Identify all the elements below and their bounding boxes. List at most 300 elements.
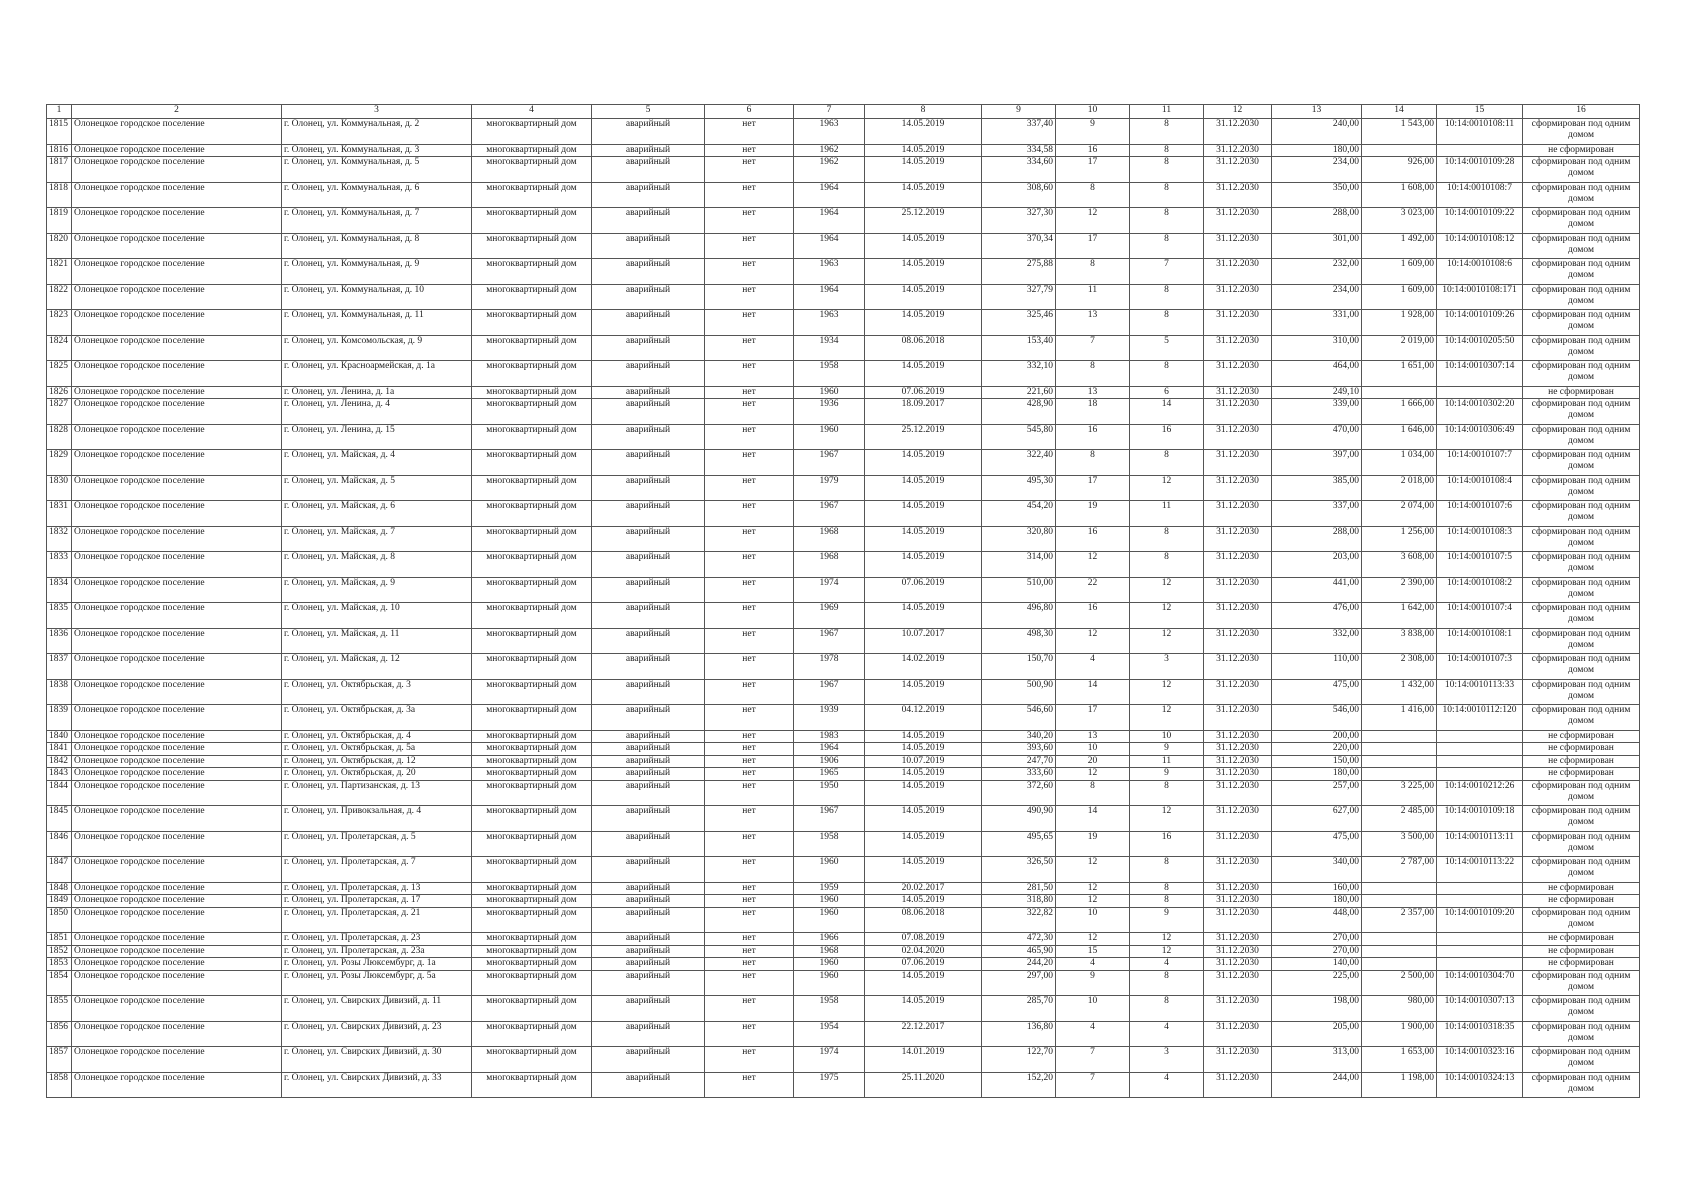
deadline-cell: 31.12.2030 <box>1204 526 1272 552</box>
table-row <box>47 208 1640 234</box>
land-area-cell: 225,00 <box>1272 970 1362 996</box>
table-row <box>47 907 1640 933</box>
settlement-cell: Олонецкое городское поселение <box>72 475 282 501</box>
table-row <box>47 526 1640 552</box>
land-status-cell: сформирован под одним домом <box>1523 552 1640 578</box>
area-cell: 465,90 <box>982 945 1056 958</box>
year-built-cell: 1958 <box>794 361 865 387</box>
settlement-cell: Олонецкое городское поселение <box>72 996 282 1022</box>
recognition-date-cell: 14.05.2019 <box>865 284 982 310</box>
recognition-date-cell: 07.08.2019 <box>865 933 982 946</box>
row-number-cell: 1833 <box>47 552 72 578</box>
area-cell: 308,60 <box>982 182 1056 208</box>
address-cell: г. Олонец, ул. Майская, д. 10 <box>282 603 472 629</box>
land-area-cell: 110,00 <box>1272 654 1362 680</box>
area-cell: 545,80 <box>982 424 1056 450</box>
condition-cell: аварийный <box>592 1072 705 1098</box>
row-number-cell: 1830 <box>47 475 72 501</box>
apartments-cell: 14 <box>1130 399 1204 425</box>
area-cell: 333,60 <box>982 768 1056 781</box>
residents-cell: 16 <box>1056 424 1130 450</box>
residents-cell: 20 <box>1056 755 1130 768</box>
residents-cell: 8 <box>1056 259 1130 285</box>
address-cell: г. Олонец, ул. Пролетарская, д. 7 <box>282 857 472 883</box>
deadline-cell: 31.12.2030 <box>1204 895 1272 908</box>
residents-cell: 4 <box>1056 654 1130 680</box>
row-number-cell: 1828 <box>47 424 72 450</box>
condition-cell: аварийный <box>592 705 705 731</box>
residents-cell: 19 <box>1056 501 1130 527</box>
table-row <box>47 424 1640 450</box>
flag-cell: нет <box>705 1072 794 1098</box>
house-type-cell: многоквартирный дом <box>472 284 592 310</box>
year-built-cell: 1960 <box>794 424 865 450</box>
year-built-cell: 1960 <box>794 907 865 933</box>
house-type-cell: многоквартирный дом <box>472 882 592 895</box>
house-type-cell: многоквартирный дом <box>472 743 592 756</box>
land-area-cell: 203,00 <box>1272 552 1362 578</box>
year-built-cell: 1964 <box>794 182 865 208</box>
settlement-cell: Олонецкое городское поселение <box>72 233 282 259</box>
recognition-date-cell: 14.05.2019 <box>865 679 982 705</box>
apartments-cell: 8 <box>1130 233 1204 259</box>
land-area-cell: 310,00 <box>1272 335 1362 361</box>
flag-cell: нет <box>705 157 794 183</box>
table-row <box>47 628 1640 654</box>
table-row <box>47 475 1640 501</box>
area-cell: 314,00 <box>982 552 1056 578</box>
land-status-cell: сформирован под одним домом <box>1523 603 1640 629</box>
deadline-cell: 31.12.2030 <box>1204 857 1272 883</box>
deadline-cell: 31.12.2030 <box>1204 831 1272 857</box>
recognition-date-cell: 14.05.2019 <box>865 526 982 552</box>
deadline-cell: 31.12.2030 <box>1204 182 1272 208</box>
cadastral-number-cell <box>1437 768 1523 781</box>
cadastral-number-cell: 10:14:0010109:26 <box>1437 310 1523 336</box>
address-cell: г. Олонец, ул. Комсомольская, д. 9 <box>282 335 472 361</box>
plot-area-cell: 2 308,00 <box>1362 654 1437 680</box>
land-area-cell: 313,00 <box>1272 1047 1362 1073</box>
table-row <box>47 335 1640 361</box>
row-number-cell: 1857 <box>47 1047 72 1073</box>
land-status-cell: не сформирован <box>1523 755 1640 768</box>
settlement-cell: Олонецкое городское поселение <box>72 806 282 832</box>
address-cell: г. Олонец, ул. Коммунальная, д. 9 <box>282 259 472 285</box>
residents-cell: 9 <box>1056 119 1130 145</box>
column-header: 11 <box>1130 105 1204 119</box>
row-number-cell: 1820 <box>47 233 72 259</box>
column-header: 14 <box>1362 105 1437 119</box>
land-area-cell: 234,00 <box>1272 157 1362 183</box>
area-cell: 546,60 <box>982 705 1056 731</box>
house-type-cell: многоквартирный дом <box>472 907 592 933</box>
column-header: 12 <box>1204 105 1272 119</box>
address-cell: г. Олонец, ул. Красноармейская, д. 1а <box>282 361 472 387</box>
condition-cell: аварийный <box>592 335 705 361</box>
year-built-cell: 1974 <box>794 577 865 603</box>
deadline-cell: 31.12.2030 <box>1204 501 1272 527</box>
flag-cell: нет <box>705 424 794 450</box>
plot-area-cell <box>1362 882 1437 895</box>
cadastral-number-cell: 10:14:0010109:20 <box>1437 907 1523 933</box>
recognition-date-cell: 08.06.2018 <box>865 907 982 933</box>
settlement-cell: Олонецкое городское поселение <box>72 1072 282 1098</box>
land-area-cell: 288,00 <box>1272 208 1362 234</box>
apartments-cell: 8 <box>1130 996 1204 1022</box>
land-area-cell: 288,00 <box>1272 526 1362 552</box>
house-type-cell: многоквартирный дом <box>472 831 592 857</box>
land-area-cell: 180,00 <box>1272 768 1362 781</box>
condition-cell: аварийный <box>592 755 705 768</box>
table-body <box>47 119 1640 1098</box>
recognition-date-cell: 14.05.2019 <box>865 552 982 578</box>
settlement-cell: Олонецкое городское поселение <box>72 831 282 857</box>
recognition-date-cell: 14.05.2019 <box>865 603 982 629</box>
area-cell: 498,30 <box>982 628 1056 654</box>
area-cell: 322,40 <box>982 450 1056 476</box>
flag-cell: нет <box>705 233 794 259</box>
table-row <box>47 933 1640 946</box>
house-type-cell: многоквартирный дом <box>472 386 592 399</box>
house-type-cell: многоквартирный дом <box>472 424 592 450</box>
area-cell: 490,90 <box>982 806 1056 832</box>
land-area-cell: 270,00 <box>1272 933 1362 946</box>
flag-cell: нет <box>705 945 794 958</box>
house-type-cell: многоквартирный дом <box>472 259 592 285</box>
table-row <box>47 361 1640 387</box>
residents-cell: 19 <box>1056 831 1130 857</box>
land-status-cell: сформирован под одним домом <box>1523 233 1640 259</box>
plot-area-cell: 1 653,00 <box>1362 1047 1437 1073</box>
plot-area-cell: 1 928,00 <box>1362 310 1437 336</box>
plot-area-cell: 1 666,00 <box>1362 399 1437 425</box>
condition-cell: аварийный <box>592 806 705 832</box>
residents-cell: 16 <box>1056 144 1130 157</box>
residents-cell: 12 <box>1056 628 1130 654</box>
apartments-cell: 9 <box>1130 768 1204 781</box>
cadastral-number-cell: 10:14:0010107:3 <box>1437 654 1523 680</box>
land-area-cell: 339,00 <box>1272 399 1362 425</box>
house-type-cell: многоквартирный дом <box>472 335 592 361</box>
land-status-cell: сформирован под одним домом <box>1523 208 1640 234</box>
address-cell: г. Олонец, ул. Пролетарская, д. 13 <box>282 882 472 895</box>
table-row <box>47 1047 1640 1073</box>
year-built-cell: 1960 <box>794 386 865 399</box>
land-status-cell: не сформирован <box>1523 945 1640 958</box>
land-area-cell: 244,00 <box>1272 1072 1362 1098</box>
land-status-cell: сформирован под одним домом <box>1523 501 1640 527</box>
residents-cell: 7 <box>1056 335 1130 361</box>
residents-cell: 8 <box>1056 780 1130 806</box>
flag-cell: нет <box>705 144 794 157</box>
residents-cell: 10 <box>1056 996 1130 1022</box>
year-built-cell: 1975 <box>794 1072 865 1098</box>
address-cell: г. Олонец, ул. Октябрьская, д. 12 <box>282 755 472 768</box>
land-area-cell: 234,00 <box>1272 284 1362 310</box>
cadastral-number-cell: 10:14:0010108:6 <box>1437 259 1523 285</box>
plot-area-cell: 1 543,00 <box>1362 119 1437 145</box>
apartments-cell: 12 <box>1130 628 1204 654</box>
land-area-cell: 240,00 <box>1272 119 1362 145</box>
plot-area-cell: 3 608,00 <box>1362 552 1437 578</box>
deadline-cell: 31.12.2030 <box>1204 577 1272 603</box>
settlement-cell: Олонецкое городское поселение <box>72 501 282 527</box>
residents-cell: 17 <box>1056 157 1130 183</box>
area-cell: 322,82 <box>982 907 1056 933</box>
cadastral-number-cell: 10:14:0010107:5 <box>1437 552 1523 578</box>
recognition-date-cell: 14.05.2019 <box>865 895 982 908</box>
land-status-cell: не сформирован <box>1523 895 1640 908</box>
deadline-cell: 31.12.2030 <box>1204 1047 1272 1073</box>
house-type-cell: многоквартирный дом <box>472 806 592 832</box>
land-area-cell: 150,00 <box>1272 755 1362 768</box>
flag-cell: нет <box>705 182 794 208</box>
deadline-cell: 31.12.2030 <box>1204 970 1272 996</box>
address-cell: г. Олонец, ул. Октябрьская, д. 3а <box>282 705 472 731</box>
row-number-cell: 1840 <box>47 730 72 743</box>
house-type-cell: многоквартирный дом <box>472 361 592 387</box>
land-status-cell: сформирован под одним домом <box>1523 970 1640 996</box>
plot-area-cell: 1 256,00 <box>1362 526 1437 552</box>
apartments-cell: 8 <box>1130 284 1204 310</box>
area-cell: 454,20 <box>982 501 1056 527</box>
recognition-date-cell: 10.07.2019 <box>865 755 982 768</box>
year-built-cell: 1967 <box>794 679 865 705</box>
land-area-cell: 546,00 <box>1272 705 1362 731</box>
condition-cell: аварийный <box>592 730 705 743</box>
settlement-cell: Олонецкое городское поселение <box>72 780 282 806</box>
condition-cell: аварийный <box>592 743 705 756</box>
recognition-date-cell: 14.05.2019 <box>865 157 982 183</box>
settlement-cell: Олонецкое городское поселение <box>72 1047 282 1073</box>
row-number-cell: 1823 <box>47 310 72 336</box>
year-built-cell: 1963 <box>794 119 865 145</box>
land-area-cell: 470,00 <box>1272 424 1362 450</box>
condition-cell: аварийный <box>592 526 705 552</box>
plot-area-cell: 2 019,00 <box>1362 335 1437 361</box>
cadastral-number-cell: 10:14:0010108:171 <box>1437 284 1523 310</box>
address-cell: г. Олонец, ул. Розы Люксембург, д. 5а <box>282 970 472 996</box>
settlement-cell: Олонецкое городское поселение <box>72 907 282 933</box>
address-cell: г. Олонец, ул. Коммунальная, д. 11 <box>282 310 472 336</box>
area-cell: 153,40 <box>982 335 1056 361</box>
year-built-cell: 1967 <box>794 450 865 476</box>
house-type-cell: многоквартирный дом <box>472 526 592 552</box>
row-number-cell: 1852 <box>47 945 72 958</box>
plot-area-cell <box>1362 958 1437 971</box>
apartments-cell: 10 <box>1130 730 1204 743</box>
area-cell: 285,70 <box>982 996 1056 1022</box>
land-status-cell: сформирован под одним домом <box>1523 577 1640 603</box>
recognition-date-cell: 14.05.2019 <box>865 831 982 857</box>
recognition-date-cell: 14.05.2019 <box>865 768 982 781</box>
house-type-cell: многоквартирный дом <box>472 1047 592 1073</box>
apartments-cell: 5 <box>1130 335 1204 361</box>
land-status-cell: сформирован под одним домом <box>1523 182 1640 208</box>
cadastral-number-cell: 10:14:0010108:3 <box>1437 526 1523 552</box>
condition-cell: аварийный <box>592 552 705 578</box>
apartments-cell: 8 <box>1130 526 1204 552</box>
flag-cell: нет <box>705 705 794 731</box>
year-built-cell: 1974 <box>794 1047 865 1073</box>
deadline-cell: 31.12.2030 <box>1204 806 1272 832</box>
residents-cell: 13 <box>1056 386 1130 399</box>
flag-cell: нет <box>705 1047 794 1073</box>
flag-cell: нет <box>705 755 794 768</box>
residents-cell: 12 <box>1056 933 1130 946</box>
apartments-cell: 4 <box>1130 1021 1204 1047</box>
apartments-cell: 8 <box>1130 119 1204 145</box>
settlement-cell: Олонецкое городское поселение <box>72 743 282 756</box>
address-cell: г. Олонец, ул. Пролетарская, д. 21 <box>282 907 472 933</box>
condition-cell: аварийный <box>592 780 705 806</box>
flag-cell: нет <box>705 806 794 832</box>
flag-cell: нет <box>705 119 794 145</box>
recognition-date-cell: 14.05.2019 <box>865 233 982 259</box>
land-status-cell: сформирован под одним домом <box>1523 335 1640 361</box>
settlement-cell: Олонецкое городское поселение <box>72 157 282 183</box>
condition-cell: аварийный <box>592 182 705 208</box>
cadastral-number-cell: 10:14:0010108:4 <box>1437 475 1523 501</box>
address-cell: г. Олонец, ул. Пролетарская, д. 23 <box>282 933 472 946</box>
deadline-cell: 31.12.2030 <box>1204 424 1272 450</box>
deadline-cell: 31.12.2030 <box>1204 361 1272 387</box>
row-number-cell: 1818 <box>47 182 72 208</box>
flag-cell: нет <box>705 284 794 310</box>
land-status-cell: сформирован под одним домом <box>1523 831 1640 857</box>
cadastral-number-cell <box>1437 958 1523 971</box>
deadline-cell: 31.12.2030 <box>1204 755 1272 768</box>
year-built-cell: 1906 <box>794 755 865 768</box>
house-type-cell: многоквартирный дом <box>472 475 592 501</box>
column-header: 6 <box>705 105 794 119</box>
cadastral-number-cell: 10:14:0010108:12 <box>1437 233 1523 259</box>
apartments-cell: 12 <box>1130 475 1204 501</box>
year-built-cell: 1960 <box>794 895 865 908</box>
deadline-cell: 31.12.2030 <box>1204 335 1272 361</box>
year-built-cell: 1969 <box>794 603 865 629</box>
land-area-cell: 140,00 <box>1272 958 1362 971</box>
recognition-date-cell: 14.05.2019 <box>865 259 982 285</box>
table-row <box>47 552 1640 578</box>
condition-cell: аварийный <box>592 958 705 971</box>
cadastral-number-cell: 10:14:0010108:1 <box>1437 628 1523 654</box>
flag-cell: нет <box>705 1021 794 1047</box>
apartments-cell: 12 <box>1130 945 1204 958</box>
address-cell: г. Олонец, ул. Привокзальная, д. 4 <box>282 806 472 832</box>
residents-cell: 8 <box>1056 450 1130 476</box>
deadline-cell: 31.12.2030 <box>1204 233 1272 259</box>
table-row <box>47 945 1640 958</box>
land-status-cell: не сформирован <box>1523 768 1640 781</box>
land-status-cell: сформирован под одним домом <box>1523 259 1640 285</box>
plot-area-cell: 2 500,00 <box>1362 970 1437 996</box>
apartments-cell: 16 <box>1130 831 1204 857</box>
recognition-date-cell: 25.12.2019 <box>865 208 982 234</box>
condition-cell: аварийный <box>592 501 705 527</box>
flag-cell: нет <box>705 857 794 883</box>
settlement-cell: Олонецкое городское поселение <box>72 361 282 387</box>
flag-cell: нет <box>705 730 794 743</box>
house-type-cell: многоквартирный дом <box>472 119 592 145</box>
row-number-cell: 1841 <box>47 743 72 756</box>
land-status-cell: сформирован под одним домом <box>1523 450 1640 476</box>
condition-cell: аварийный <box>592 361 705 387</box>
settlement-cell: Олонецкое городское поселение <box>72 705 282 731</box>
column-header: 2 <box>72 105 282 119</box>
plot-area-cell: 2 357,00 <box>1362 907 1437 933</box>
area-cell: 340,20 <box>982 730 1056 743</box>
land-area-cell: 475,00 <box>1272 679 1362 705</box>
plot-area-cell: 3 500,00 <box>1362 831 1437 857</box>
flag-cell: нет <box>705 526 794 552</box>
column-header: 4 <box>472 105 592 119</box>
cadastral-number-cell: 10:14:0010109:22 <box>1437 208 1523 234</box>
land-status-cell: не сформирован <box>1523 882 1640 895</box>
land-status-cell: не сформирован <box>1523 386 1640 399</box>
area-cell: 325,46 <box>982 310 1056 336</box>
condition-cell: аварийный <box>592 895 705 908</box>
apartments-cell: 8 <box>1130 882 1204 895</box>
plot-area-cell: 1 646,00 <box>1362 424 1437 450</box>
recognition-date-cell: 04.12.2019 <box>865 705 982 731</box>
plot-area-cell: 2 018,00 <box>1362 475 1437 501</box>
condition-cell: аварийный <box>592 882 705 895</box>
land-status-cell: сформирован под одним домом <box>1523 1021 1640 1047</box>
column-header: 10 <box>1056 105 1130 119</box>
plot-area-cell <box>1362 755 1437 768</box>
land-status-cell: сформирован под одним домом <box>1523 310 1640 336</box>
condition-cell: аварийный <box>592 386 705 399</box>
address-cell: г. Олонец, ул. Коммунальная, д. 8 <box>282 233 472 259</box>
recognition-date-cell: 14.05.2019 <box>865 310 982 336</box>
deadline-cell: 31.12.2030 <box>1204 1021 1272 1047</box>
table-row <box>47 654 1640 680</box>
settlement-cell: Олонецкое городское поселение <box>72 310 282 336</box>
land-area-cell: 337,00 <box>1272 501 1362 527</box>
year-built-cell: 1968 <box>794 526 865 552</box>
condition-cell: аварийный <box>592 679 705 705</box>
land-status-cell: сформирован под одним домом <box>1523 907 1640 933</box>
flag-cell: нет <box>705 882 794 895</box>
year-built-cell: 1954 <box>794 1021 865 1047</box>
plot-area-cell <box>1362 144 1437 157</box>
address-cell: г. Олонец, ул. Свирских Дивизий, д. 30 <box>282 1047 472 1073</box>
table-row <box>47 958 1640 971</box>
deadline-cell: 31.12.2030 <box>1204 628 1272 654</box>
condition-cell: аварийный <box>592 157 705 183</box>
land-status-cell: сформирован под одним домом <box>1523 857 1640 883</box>
year-built-cell: 1964 <box>794 233 865 259</box>
recognition-date-cell: 14.05.2019 <box>865 144 982 157</box>
year-built-cell: 1963 <box>794 259 865 285</box>
cadastral-number-cell: 10:14:0010212:26 <box>1437 780 1523 806</box>
house-type-cell: многоквартирный дом <box>472 705 592 731</box>
settlement-cell: Олонецкое городское поселение <box>72 857 282 883</box>
row-number-cell: 1824 <box>47 335 72 361</box>
table-row <box>47 705 1640 731</box>
row-number-cell: 1815 <box>47 119 72 145</box>
residents-cell: 9 <box>1056 970 1130 996</box>
plot-area-cell: 2 485,00 <box>1362 806 1437 832</box>
row-number-cell: 1825 <box>47 361 72 387</box>
year-built-cell: 1963 <box>794 310 865 336</box>
address-cell: г. Олонец, ул. Майская, д. 8 <box>282 552 472 578</box>
area-cell: 472,30 <box>982 933 1056 946</box>
table-row <box>47 399 1640 425</box>
plot-area-cell <box>1362 933 1437 946</box>
settlement-cell: Олонецкое городское поселение <box>72 970 282 996</box>
